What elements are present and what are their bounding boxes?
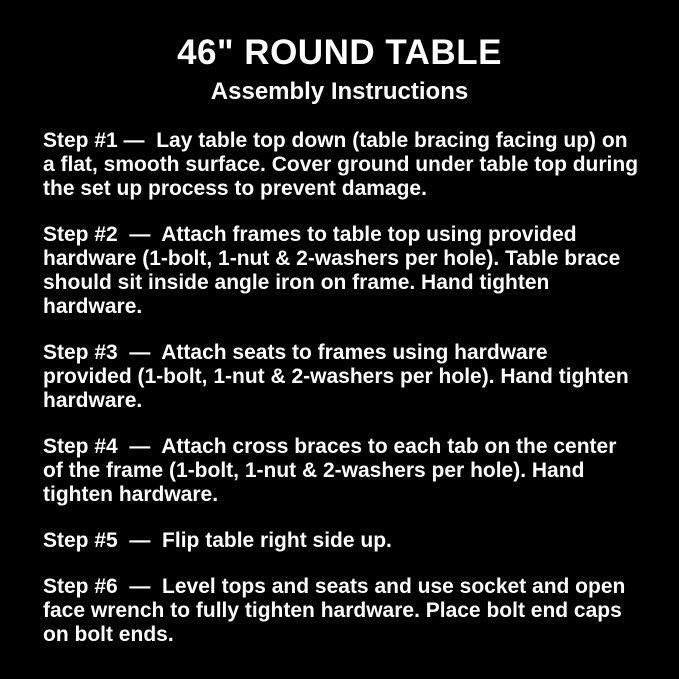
- step-5: Step #5 — Flip table right side up.: [43, 528, 392, 552]
- step-1: Step #1 — Lay table top down (table bracing facing up) on a flat, smooth surface. Cover ground under table top during the set up process to prevent damage.: [43, 128, 644, 200]
- step-2: Step #2 — Attach frames to table top using provided hardware (1-bolt, 1-nut & 2-washers per hole). Table brace should sit inside angle iron on frame. Hand tighten hardware.: [43, 222, 627, 318]
- step-3: Step #3 — Attach seats to frames using hardware provided (1-bolt, 1-nut & 2-washers per hole). Hand tighten hardware.: [43, 340, 635, 412]
- page-subtitle: Assembly Instructions: [210, 77, 469, 105]
- page-title: 46" ROUND TABLE: [177, 33, 502, 72]
- step-4: Step #4 — Attach cross braces to each tab on the center of the frame (1-bolt, 1-nut & 2-washers per hole). Hand tighten hardware.: [43, 434, 623, 506]
- steps-list: [43, 128, 644, 647]
- step-6: Step #6 — Level tops and seats and use socket and open face wrench to fully tighten hardware. Place bolt end caps on bolt ends.: [43, 574, 632, 646]
- poster-header: [0, 0, 679, 105]
